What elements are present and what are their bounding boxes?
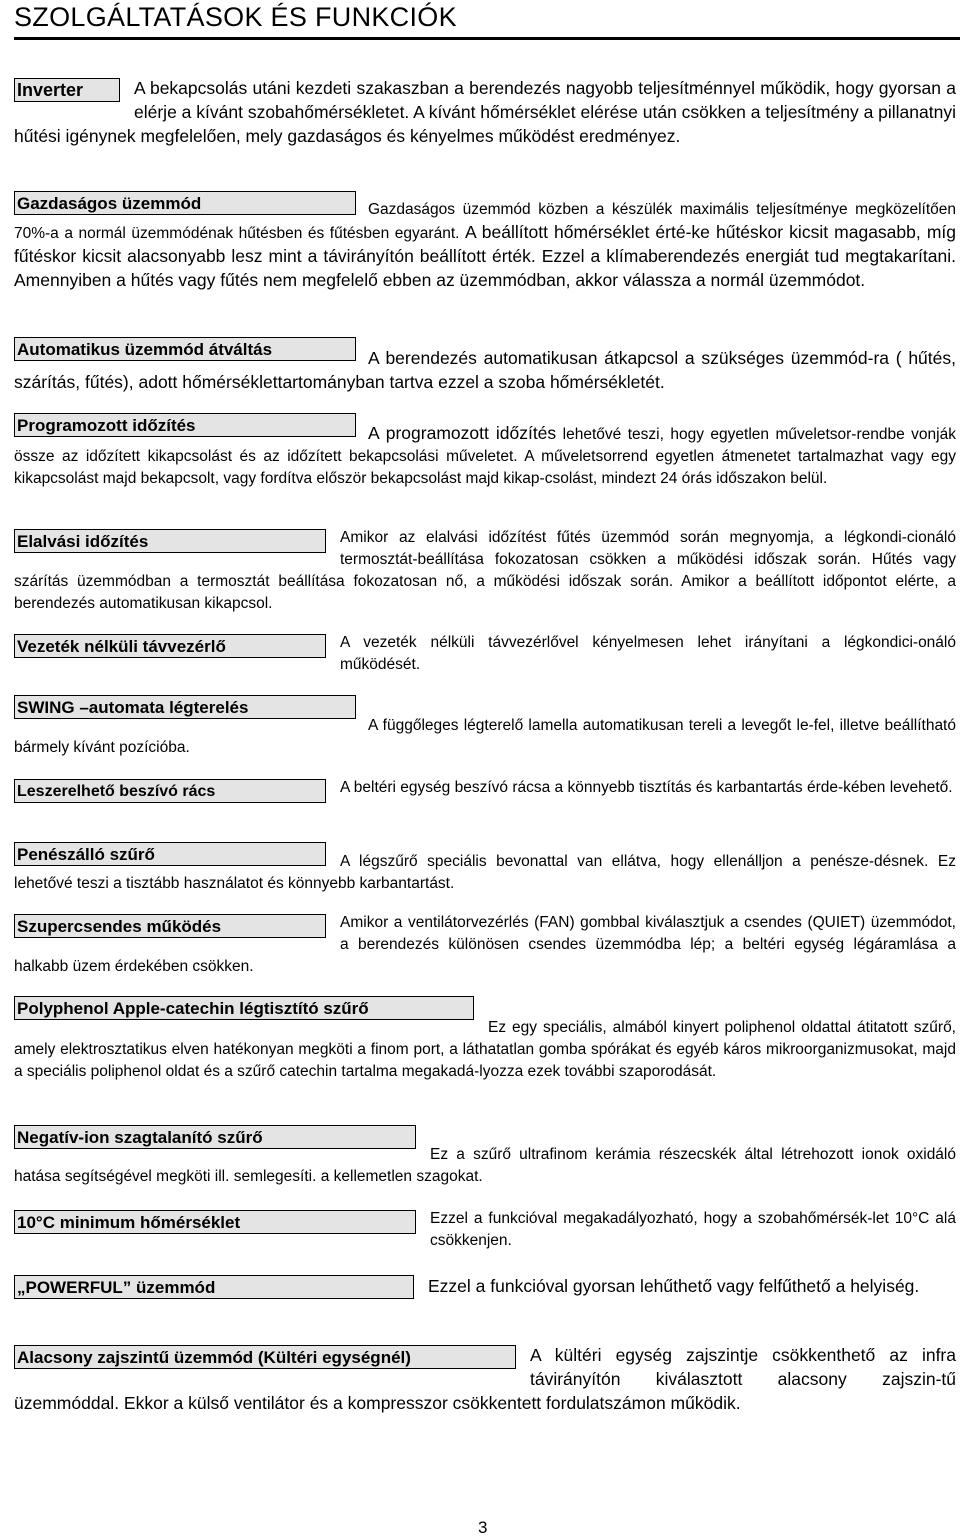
section-quiet: [14, 912, 956, 978]
section-text-powerful: Ezzel a funkcióval gyorsan lehűthető vagy felfűthető a helyiség.: [428, 1276, 920, 1296]
page-number: 3: [478, 1518, 488, 1537]
page-title: SZOLGÁLTATÁSOK ÉS FUNKCIÓK: [14, 2, 960, 40]
section-ion: [14, 1125, 956, 1188]
section-label-powerful: „POWERFUL” üzemmód: [14, 1275, 414, 1299]
section-label-lownoise: Alacsony zajszintű üzemmód (Kültéri egységnél): [14, 1345, 516, 1369]
section-label-swing: SWING –automata légterelés: [14, 695, 356, 719]
section-text-lownoise: A kültéri egység zajszintje csökkenthető az infra távirányítón kiválasztott alacsony zajszin-tű üzemmóddal. Ekkor a külső ventilátor és a kompresszor csökkentett fordulatszámon működik.: [14, 1345, 956, 1413]
section-mold: [14, 842, 956, 895]
section-eco: [14, 190, 956, 293]
section-label-ion: Negatív-ion szagtalanító szűrő: [14, 1125, 416, 1149]
section-text-min10: Ezzel a funkcióval megakadályozható, hogy a szobahőmérsék-let 10°C alá csökkenjen.: [430, 1210, 956, 1249]
section-label-auto: Automatikus üzemmód átváltás: [14, 337, 356, 361]
section-polyphenol: [14, 996, 956, 1083]
section-text-ion: Ez a szűrő ultrafinom kerámia részecskék által létrehozott ionok oxidáló hatása segítségével megköti ill. semlegesíti. a kellemetlen szagokat.: [14, 1146, 956, 1185]
section-text-remote: A vezeték nélküli távvezérlővel kényelmesen lehet irányítani a légkondici-onáló működését.: [340, 634, 956, 673]
section-text-mold: A légszűrő speciális bevonattal van ellátva, hogy ellenálljon a penésze-désnek. Ez lehetővé teszi a tisztább használatot és könnyebb karbantartást.: [14, 853, 956, 892]
section-label-quiet: Szupercsendes működés: [14, 914, 326, 938]
section-powerful: [14, 1274, 956, 1301]
section-label-polyphenol: Polyphenol Apple-catechin légtisztító szűrő: [14, 996, 474, 1020]
section-swing: [14, 695, 956, 759]
section-sleep: [14, 527, 956, 615]
section-label-sleep: Elalvási időzítés: [14, 529, 326, 553]
section-inverter: [14, 76, 956, 148]
section-text-timer-rest: lehetővé teszi, hogy egyetlen műveletsor-rendbe vonják össze az időzített kikapcsolást és az időzített bekapcsolási műveletet. A műveletsorrend egyetlen átmenetet tartalmazhat vagy egy kikapcsolást majd bekapcsolt, vagy fordítva először bekapcsolást majd kikap-csolást, mindezt 24 órás időszakon belül.: [14, 426, 956, 487]
section-min10: [14, 1208, 956, 1252]
section-label-mold: Penészálló szűrő: [14, 842, 326, 866]
section-label-min10: 10°C minimum hőmérséklet: [14, 1210, 416, 1234]
section-text-inverter: A bekapcsolás utáni kezdeti szakaszban a berendezés nagyobb teljesítménnyel működik, hogy gyorsan a elérje a kívánt szobahőmérsékletet. A kívánt hőmérséklet elérése után csökken a teljesítmény a pillanatnyi hűtési igénynek megfelelően, mely gazdaságos és kényelmes működést eredményez.: [14, 78, 956, 146]
section-label-timer: Programozott időzítés: [14, 413, 356, 437]
section-text-eco-a: Gazdaságos üzemmód közben a készülék maximális teljesítménye megközelítően 70%-a a normál üzemmódénak hűtésben és fűtésben egyaránt.: [14, 201, 956, 242]
section-text-sleep: Amikor az elalvási időzítést fűtés üzemmód során megnyomja, a légkondi-cionáló termosztát-beállítása fokozatosan csökken a működési időszak során. Hűtés vagy szárítás üzemmódban a termosztát beállítása fokozatosan nő, a működési időszak során. Amikor a beállított időpontot elérte, a berendezés automatikusan kikapcsol.: [14, 529, 956, 612]
section-label-inverter: Inverter: [14, 78, 120, 102]
section-label-remote: Vezeték nélküli távvezérlő: [14, 634, 326, 658]
section-text-polyphenol: Ez egy speciális, almából kinyert poliphenol oldattal átitatott szűrő, amely elektrosztatikus elven hatékonyan megköti a finom port, a láthatatlan gomba spórákat és egyéb káros mikroorganizmusokat, majd a speciális poliphenol oldat és a szűrő catechin tartalma megakadá-lyozza ezek további szaporodását.: [14, 1019, 956, 1080]
section-label-eco: Gazdaságos üzemmód: [14, 191, 356, 215]
section-auto: [14, 337, 956, 394]
section-lownoise: [14, 1343, 956, 1415]
section-text-quiet: Amikor a ventilátorvezérlés (FAN) gombbal kiválasztjuk a csendes (QUIET) üzemmódot, a berendezés különösen csendes üzemmódba lép; a beltéri egység légáramlása a halkabb üzem érdekében csökken.: [14, 914, 956, 975]
section-text-eco-b: A beállított hőmérséklet érté-ke hűtéskor kicsit magasabb, míg fűtéskor kicsit alacsonyabb lesz mint a távirányítón beállított érték. Ezzel a klímaberendezés energiát tud megtakarítani. Amennyiben a hűtés vagy fűtés nem megfelelő ebben az üzemmódban, akkor válassza a normál üzemmódot.: [14, 222, 957, 290]
section-grille: [14, 777, 956, 805]
section-text-swing: A függőleges légterelő lamella automatikusan tereli a levegőt le-fel, illetve beállítható bármely kívánt pozícióba.: [14, 717, 956, 756]
section-text-auto: A berendezés automatikusan átkapcsol a szükséges üzemmód-ra ( hűtés, szárítás, fűtés), adott hőmérséklettartományban tartva ezzel a szoba hőmérsékletét.: [14, 348, 956, 392]
section-text-timer-lead: A programozott időzítés: [368, 423, 557, 443]
section-text-grille: A beltéri egység beszívó rácsa a könnyebb tisztítás és karbantartás érde-kében levehető.: [340, 779, 953, 796]
section-label-grille: Leszerelhető beszívó rács: [14, 779, 326, 803]
section-remote: [14, 632, 956, 676]
section-timer: [14, 413, 956, 490]
